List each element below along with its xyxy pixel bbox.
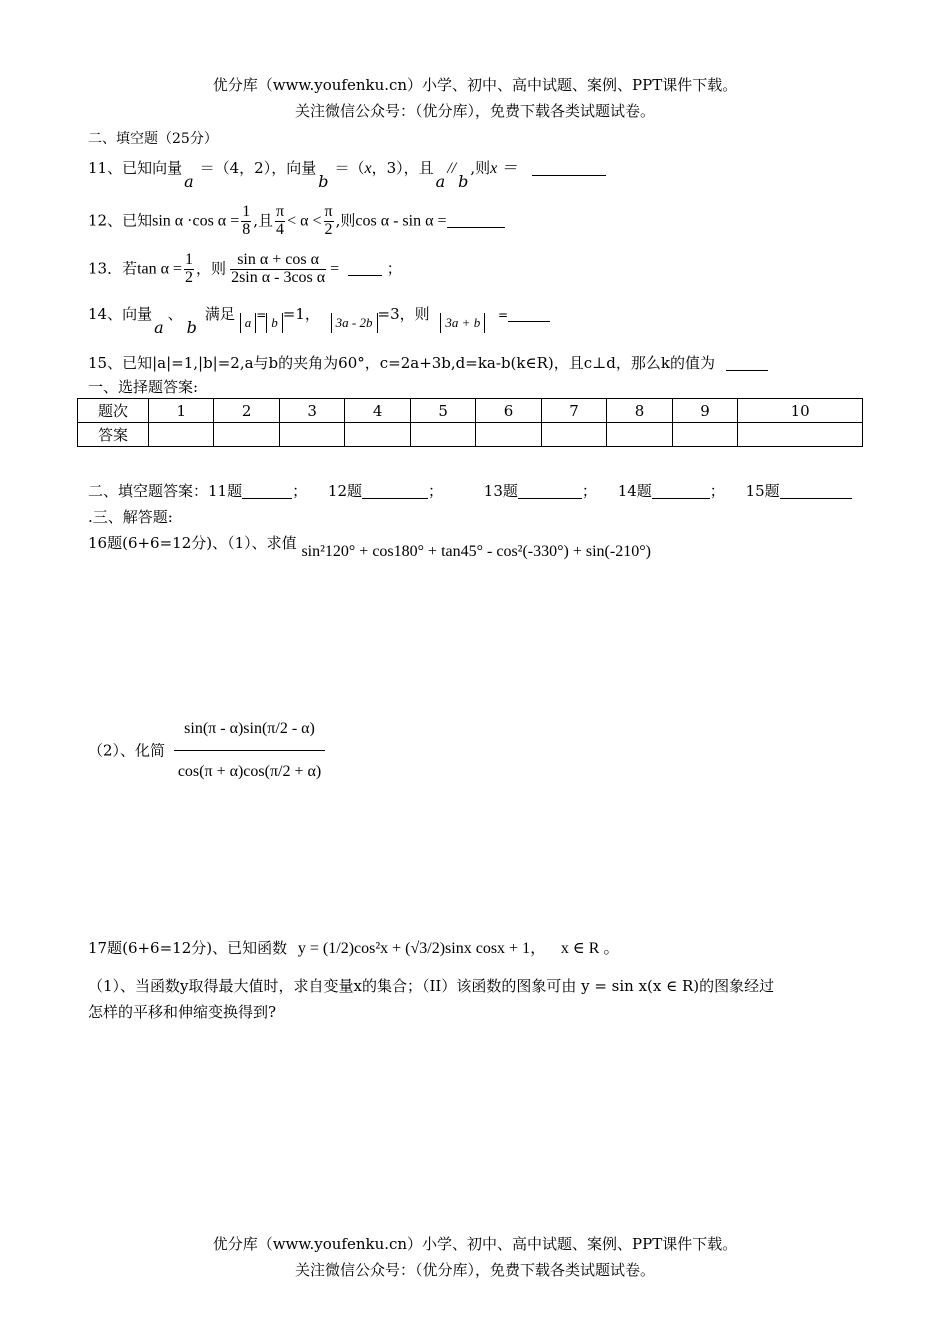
q14-cond: 满足 [204, 305, 235, 323]
fill-blank-15[interactable] [780, 484, 852, 499]
header-line-1: 优分库（www.youfenku.cn）小学、初中、高中试题、案例、PPT课件下载。 [212, 76, 738, 94]
q14-abs-b: b [266, 313, 283, 333]
q12-lt: < α < [287, 212, 322, 230]
q16-prefix: 16题(6+6=12分)、（1）、求值 [88, 534, 297, 552]
q12-frac3-num: π [324, 203, 333, 220]
q13-answer-blank[interactable] [348, 261, 382, 276]
footer-line-1: 优分库（www.youfenku.cn）小学、初中、高中试题、案例、PPT课件下载。 [212, 1235, 738, 1253]
table-answer-cell[interactable] [541, 423, 606, 447]
q12-frac-pi-4 [275, 204, 285, 239]
table-cell-number: 4 [345, 399, 410, 423]
table-answer-cell[interactable] [279, 423, 344, 447]
q12-expr1: sin α ·cos α = [152, 212, 240, 230]
table-cell-number: 7 [541, 399, 606, 423]
q16-denominator: cos(π + α)cos(π/2 + α) [177, 762, 322, 780]
fill-item-13: 13题 [483, 482, 518, 500]
q14-eq1b: =1， [282, 305, 320, 323]
fill-sep: ； [292, 482, 308, 500]
q14-prefix: 14、向量 [88, 305, 153, 323]
q12-frac1-num: 1 [242, 203, 251, 220]
q13-eq: = [330, 260, 340, 278]
q11-vector-a: a [184, 172, 194, 191]
q12-prefix: 12、已知 [88, 211, 153, 230]
q14-answer-blank[interactable] [508, 307, 550, 322]
q12-frac-1-8 [241, 204, 251, 239]
q12-frac3-den: 2 [324, 220, 333, 238]
fill-item-12: 12题 [327, 482, 362, 500]
question-16-part1 [88, 532, 651, 560]
q17-line2: （1）、当函数y取得最大值时，求自变量x的集合；（II）该函数的图象可由 y = sin x(x ∈ R)的图象经过 [88, 977, 775, 995]
fill-answer-line [88, 480, 852, 501]
q14-vector-b: b [186, 318, 197, 337]
table-answer-cell[interactable] [607, 423, 672, 447]
fill-blank-12[interactable] [362, 484, 428, 499]
q16-expression: sin²120° + cos180° + tan45° - cos²(-330°) + sin(-210°) [301, 543, 651, 560]
q14-eq3: =3，则 [377, 305, 430, 323]
q17-domain: x ∈ R 。 [560, 940, 620, 957]
table-answer-cell[interactable] [476, 423, 541, 447]
table-row-answers [78, 423, 863, 447]
table-answer-cell[interactable] [345, 423, 410, 447]
table-answer-cell[interactable] [738, 423, 863, 447]
q16-part2-label: （2）、化简 [88, 741, 166, 760]
fill-sep: ； [709, 482, 725, 500]
q11-b2: b [458, 172, 469, 191]
q13-tan: tan α = [137, 260, 183, 278]
question-11 [88, 155, 606, 191]
q15-answer-blank[interactable] [726, 356, 768, 371]
q14-vector-a: a [154, 318, 164, 337]
footer-line-2: 关注微信公众号：（优分库），免费下载各类试题试卷。 [294, 1261, 655, 1279]
table-cell-number: 8 [607, 399, 672, 423]
q13-frac-den: 2 [185, 268, 194, 286]
section3-title: .三、解答题: [88, 508, 173, 526]
fill-answer-title: 二、填空题答案： [88, 482, 209, 500]
table-cell-number: 5 [410, 399, 475, 423]
q11-x: x [364, 160, 372, 177]
q11-xeq: x ＝ [490, 160, 518, 177]
fill-sep: ； [428, 482, 444, 500]
q11-eq2: ＝（ [334, 159, 365, 177]
table-cell-number: 9 [672, 399, 737, 423]
q12-frac2-den: 4 [276, 220, 285, 238]
table-cell-number: 6 [476, 399, 541, 423]
fill-item-14: 14题 [617, 482, 652, 500]
q14-eq1: = [256, 308, 267, 322]
q13-denominator: 2sin α - 3cos α [231, 268, 326, 286]
q13-frac-1-2 [184, 252, 194, 287]
q14-abs-a: a [240, 313, 257, 333]
question-17 [88, 935, 619, 958]
q12-frac2-num: π [276, 203, 285, 220]
q11-then: ,则 [470, 159, 491, 177]
table-header-label: 题次 [78, 399, 149, 423]
q16-simplify-fraction [174, 708, 325, 792]
q12-frac-pi-2 [324, 204, 334, 239]
q14-eq4: = [497, 308, 509, 322]
question-16-part2 [88, 708, 327, 792]
table-answer-cell[interactable] [149, 423, 214, 447]
q13-big-fraction [230, 252, 326, 287]
table-answer-cell[interactable] [672, 423, 737, 447]
question-14 [88, 303, 550, 337]
q11-vector-b: b [318, 172, 329, 191]
question-13 [88, 252, 402, 287]
question-15 [88, 352, 768, 373]
q11-eq3: ，3），且 [371, 159, 434, 177]
q15-text: 15、已知|a|=1,|b|=2,a与b的夹角为60°，c=2a+3b,d=ka-b(k∈R)，且c⊥d，那么k的值为 [88, 354, 715, 372]
q14-abs-3a-2b: 3a - 2b [331, 313, 378, 333]
table-cell-number: 10 [738, 399, 863, 423]
q16-numerator: sin(π - α)sin(π/2 - α) [174, 708, 325, 751]
table-row-numbers [78, 399, 863, 423]
fill-item-15: 15题 [745, 482, 780, 500]
q12-frac1-den: 8 [242, 220, 251, 238]
q13-frac-num: 1 [185, 251, 194, 268]
table-cell-number: 2 [214, 399, 279, 423]
table-answer-cell[interactable] [214, 423, 279, 447]
fill-blank-13[interactable] [518, 484, 582, 499]
q13-end: ； [386, 259, 402, 278]
q17-line3: 怎样的平移和伸缩变换得到? [88, 1003, 277, 1021]
q11-prefix: 11、已知向量 [88, 159, 183, 177]
q17-prefix: 17题(6+6=12分)、已知函数 [88, 939, 288, 957]
section2-title: 二、填空题（25分） [88, 131, 218, 147]
table-cell-number: 1 [149, 399, 214, 423]
q11-a2: a [435, 172, 446, 191]
fill-blank-14[interactable] [652, 484, 710, 499]
question-12 [88, 204, 505, 239]
q12-expr2: cos α - sin α = [355, 212, 447, 230]
fill-blank-11[interactable] [242, 484, 292, 499]
header-line-2: 关注微信公众号：（优分库），免费下载各类试题试卷。 [294, 102, 655, 120]
q13-then: ，则 [196, 259, 227, 278]
q12-answer-blank[interactable] [447, 213, 505, 228]
q11-parallel: // [447, 160, 457, 177]
q14-abs-3a-b: 3a + b [440, 313, 485, 333]
choice-answer-table [77, 398, 863, 447]
fill-sep: ； [581, 482, 597, 500]
q17-function: y = (1/2)cos²x + (√3/2)sinx cosx + 1， [297, 940, 547, 957]
q13-prefix: 13．若 [88, 259, 138, 278]
q14-sep: 、 [167, 305, 183, 323]
q12-then: ,则 [335, 211, 356, 230]
q11-eq1: ＝（4，2），向量 [199, 159, 317, 177]
table-cell-number: 3 [279, 399, 344, 423]
q11-answer-blank[interactable] [532, 161, 606, 176]
q12-and: ,且 [253, 211, 273, 230]
fill-item-11: 11题 [208, 482, 243, 500]
table-answer-cell[interactable] [410, 423, 475, 447]
choice-answer-title: 一、选择题答案: [88, 378, 199, 396]
q13-numerator: sin α + cos α [230, 252, 326, 270]
table-answer-label: 答案 [78, 423, 149, 447]
